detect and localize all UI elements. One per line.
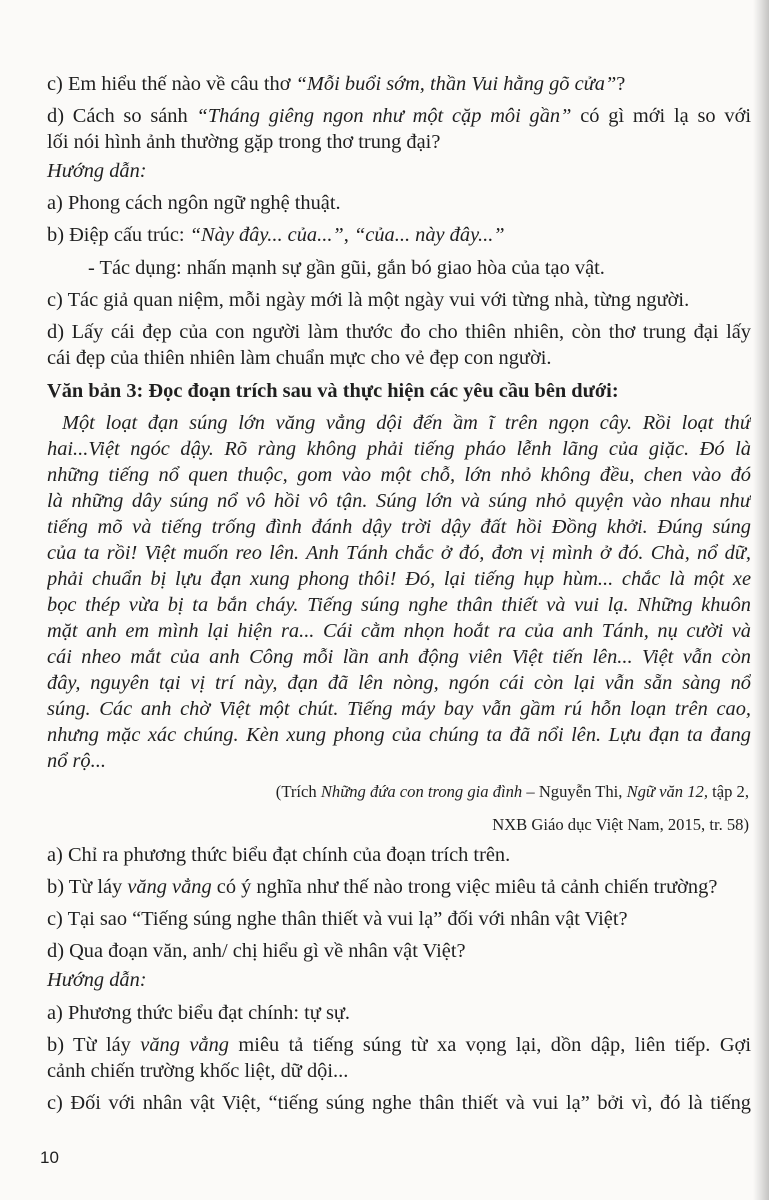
passage-line: tiếng mõ và tiếng trống đình đánh dậy trời dậy đất hồi Đồng khởi. Đúng súng: [47, 516, 751, 538]
question-d: [47, 103, 751, 130]
answer3-a: a) Phương thức biểu đạt chính: tự sự.: [47, 1002, 351, 1024]
question-c-text: c) Em hiểu thế nào về câu thơ: [47, 73, 296, 95]
question3-a: a) Chỉ ra phương thức biểu đạt chính của đoạn trích trên.: [47, 844, 511, 866]
question3-b: [47, 874, 751, 901]
page-number: 10: [40, 1148, 59, 1167]
source-author: – Nguyễn Thi,: [522, 782, 627, 801]
question3-c: c) Tại sao “Tiếng súng nghe thân thiết và vui lạ” đối với nhân vật Việt?: [47, 908, 628, 930]
book-spine-shadow: [753, 0, 769, 1200]
guidance-heading-3: Hướng dẫn:: [47, 969, 147, 991]
question3-b-text: b) Từ láy: [47, 876, 128, 898]
answer3-c: c) Đối với nhân vật Việt, “tiếng súng nghe thân thiết và vui lạ” bởi vì, đó là tiếng: [47, 1092, 751, 1114]
passage-line: súng. Các anh chờ Việt một chút. Tiếng máy bay vẫn gầm rú hỗn loạn trên cao,: [47, 698, 751, 720]
source-volume: tập 2,: [707, 782, 749, 801]
answer-c: c) Tác giả quan niệm, mỗi ngày mới là một ngày vui với từng nhà, từng người.: [47, 289, 690, 311]
question-d-tail: có gì mới lạ so với: [571, 105, 751, 127]
source-citation-line-1: [47, 781, 749, 803]
answer-b-effect: - Tác dụng: nhấn mạnh sự gần gũi, gắn bó giao hòa của tạo vật.: [88, 257, 605, 279]
answer-a: a) Phong cách ngôn ngữ nghệ thuật.: [47, 192, 341, 214]
question-d-cont: lối nói hình ảnh thường gặp trong thơ trung đại?: [47, 131, 441, 153]
question-c-quote: “Mỗi buổi sớm, thần Vui hằng gõ cửa”: [295, 73, 617, 95]
question3-d: d) Qua đoạn văn, anh/ chị hiểu gì về nhân vật Việt?: [47, 940, 466, 962]
passage-line: nổ rộ...: [47, 750, 106, 772]
passage-line: là những dây súng nổ vô hồi vô tận. Súng lớn và súng nhỏ quyện vào nhau như: [47, 490, 751, 512]
source-citation-line-2: NXB Giáo dục Việt Nam, 2015, tr. 58): [492, 815, 749, 834]
source-book-title: Ngữ văn 12,: [626, 782, 708, 801]
question-c: [47, 71, 751, 98]
answer-d-cont: cái đẹp của thiên nhiên làm chuẩn mực cho vẻ đẹp con người.: [47, 347, 552, 369]
answer-b: [47, 222, 751, 249]
source-work-title: Những đứa con trong gia đình: [320, 782, 523, 801]
question3-b-word: văng vẳng: [127, 876, 212, 898]
source-prefix: (Trích: [275, 782, 321, 801]
answer3-b-text: b) Từ láy: [47, 1034, 141, 1056]
answer3-b-tail: miêu tả tiếng súng từ xa vọng lại, dồn dập, liên tiếp. Gợi: [229, 1034, 751, 1056]
question-d-quote: “Tháng giêng ngon như một cặp môi gần”: [196, 105, 572, 127]
passage-line: phải chuẩn bị lựu đạn xung phong thôi! Đó, lại tiếng hụp hùm... chắc là một xe: [47, 568, 751, 590]
passage-line: của ta rồi! Việt muốn reo lên. Anh Tánh chắc ở đó, đơn vị mình ở đó. Chà, nổ dữ,: [47, 542, 751, 564]
answer3-b-cont: cảnh chiến trường khốc liệt, dữ dội...: [47, 1060, 349, 1082]
answer-b-quote-2: “của... này đây...”: [353, 224, 505, 246]
passage-line: đây, nguyên tại vị trí này, đạn đã lên nòng, ngón cái còn lại vẫn sẵn sàng nổ: [47, 672, 751, 694]
passage-line: nhưng mặc xác chúng. Kèn xung phong của chúng ta đã nổi lên. Lựu đạn ta đang: [47, 724, 751, 746]
passage-line: bọc thép vừa bị ta bắn cháy. Tiếng súng nghe thân thiết và vui lạ. Những khuôn: [47, 594, 751, 616]
passage-line: những tiếng nổ quen thuộc, gom vào một chỗ, lớn nhỏ không đều, chen vào đó: [47, 464, 751, 486]
question3-b-tail: có ý nghĩa như thế nào trong việc miêu tả cảnh chiến trường?: [211, 876, 718, 898]
passage-line: mặt anh em mình lại hiện ra... Cái cằm nhọn hoắt ra của anh Tánh, nụ cười và: [47, 620, 751, 642]
answer-d: d) Lấy cái đẹp của con người làm thước đo cho thiên nhiên, còn thơ trung đại lấy: [47, 321, 751, 343]
question-c-mark: ?: [616, 73, 626, 95]
answer-b-quote-1: “Này đây... của...”: [189, 224, 344, 246]
passage-line: Một loạt đạn súng lớn văng vẳng dội đến ầm ĩ trên ngọn cây. Rồi loạt thứ: [62, 412, 751, 434]
passage-line: cái nheo mắt của anh Công mỗi lần anh động viên Việt tiến lên... Việt vẫn còn: [47, 646, 751, 668]
answer-b-sep: ,: [343, 224, 354, 246]
answer3-b: [47, 1032, 751, 1059]
question-d-text: d) Cách so sánh: [47, 105, 197, 127]
answer-b-text: b) Điệp cấu trúc:: [47, 224, 190, 246]
section-heading-3: Văn bản 3: Đọc đoạn trích sau và thực hiện các yêu cầu bên dưới:: [47, 380, 619, 402]
passage-line: hai...Việt ngóc dậy. Rõ ràng không phải tiếng pháo lễnh lãng của giặc. Đó là: [47, 438, 751, 460]
guidance-heading: Hướng dẫn:: [47, 160, 147, 182]
answer3-b-word: văng vẳng: [140, 1034, 229, 1056]
